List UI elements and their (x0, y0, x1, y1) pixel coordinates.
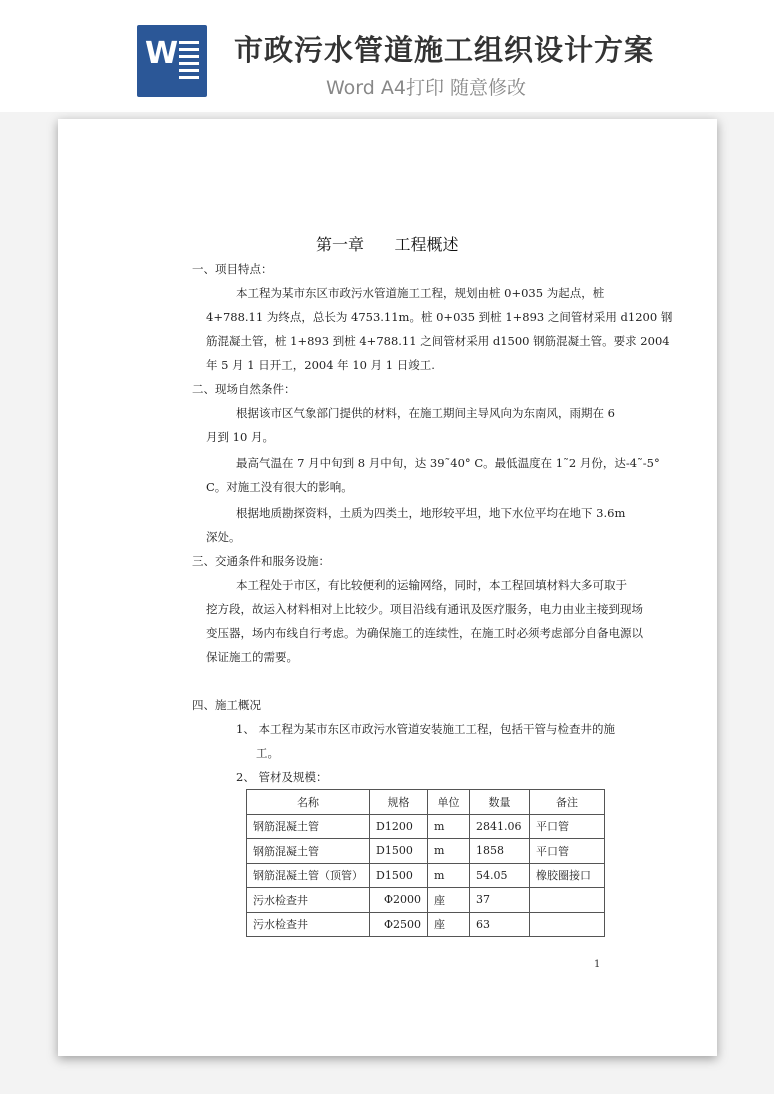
table-cell: 平口管 (530, 814, 605, 839)
table-header-cell: 备注 (530, 790, 605, 815)
table-cell: 1858 (470, 839, 530, 864)
paragraph-line: 保证施工的需要。 (206, 650, 298, 664)
paragraph-line: 最高气温在 7 月中旬到 8 月中旬，达 39˜40° C。最低温度在 1˜2 月份，达-4˜-5° (236, 456, 660, 470)
word-icon (137, 25, 207, 97)
table-cell: 37 (470, 888, 530, 913)
table-header-cell: 规格 (370, 790, 428, 815)
table-row (247, 912, 605, 937)
table-cell: D1200 (370, 814, 428, 839)
table-row (247, 863, 605, 888)
paragraph-line: 本工程为某市东区市政污水管道施工工程，规划由桩 0+035 为起点，桩 (236, 286, 605, 300)
paragraph-line: C。对施工没有很大的影响。 (206, 480, 353, 494)
table-cell: m (428, 814, 470, 839)
table-cell: 座 (428, 888, 470, 913)
table-row (247, 839, 605, 864)
pipe-spec-table (246, 789, 605, 937)
table-header-cell: 单位 (428, 790, 470, 815)
paragraph-line: 变压器，场内布线自行考虑。为确保施工的连续性，在施工时必须考虑部分自备电源以 (206, 626, 643, 640)
paragraph-line: 本工程处于市区，有比较便利的运输网络，同时，本工程回填材料大多可取于 (236, 578, 627, 592)
paragraph-line: 月到 10 月。 (206, 430, 274, 444)
table-header-row (247, 790, 605, 815)
table-cell: 2841.06 (470, 814, 530, 839)
table-header-cell: 名称 (247, 790, 370, 815)
document-page (58, 119, 717, 1056)
table-cell: 54.05 (470, 863, 530, 888)
table-cell: 63 (470, 912, 530, 937)
table-cell: m (428, 863, 470, 888)
table-cell: Φ2500 (370, 912, 428, 937)
paragraph-line: 根据地质勘探资料，土质为四类土，地形较平坦，地下水位平均在地下 3.6m (236, 506, 626, 520)
table-cell: D1500 (370, 839, 428, 864)
table-cell (530, 912, 605, 937)
table-cell: 平口管 (530, 839, 605, 864)
chapter-title: 第一章 工程概述 (316, 235, 459, 254)
paragraph-line: 4+788.11 为终点，总长为 4753.11m。桩 0+035 到桩 1+893 之间管材采用 d1200 钢 (206, 310, 673, 324)
table-cell: 污水检查井 (247, 888, 370, 913)
list-item: 1、 本工程为某市东区市政污水管道安装施工工程，包括干管与检查井的施 (236, 722, 615, 736)
document-content (58, 119, 717, 1056)
table-cell: 座 (428, 912, 470, 937)
list-item-continuation: 工。 (256, 746, 279, 760)
table-cell (530, 888, 605, 913)
paragraph-line: 挖方段，故运入材料相对上比较少。项目沿线有通讯及医疗服务，电力由业主接到现场 (206, 602, 643, 616)
table-cell: 污水检查井 (247, 912, 370, 937)
section-heading: 三、交通条件和服务设施： (192, 554, 330, 568)
table-row (247, 814, 605, 839)
paragraph-line: 年 5 月 1 日开工，2004 年 10 月 1 日竣工. (206, 358, 435, 372)
table-cell: D1500 (370, 863, 428, 888)
table-cell: 钢筋混凝土管 (247, 814, 370, 839)
section-heading: 二、现场自然条件： (192, 382, 296, 396)
table-cell: Φ2000 (370, 888, 428, 913)
table-cell: 钢筋混凝土管（顶管） (247, 863, 370, 888)
word-logo-letter: W (145, 36, 179, 71)
list-item: 2、 管材及规模： (236, 770, 328, 784)
table-row (247, 888, 605, 913)
section-heading: 一、项目特点： (192, 262, 273, 276)
table-cell: 橡胶圈接口 (530, 863, 605, 888)
banner (0, 0, 774, 112)
banner-title: 市政污水管道施工组织设计方案 (234, 33, 655, 67)
section-heading: 四、施工概况 (192, 698, 261, 712)
table-cell: m (428, 839, 470, 864)
page-number: 1 (594, 959, 601, 970)
table-header-cell: 数量 (470, 790, 530, 815)
table-cell: 钢筋混凝土管 (247, 839, 370, 864)
paragraph-line: 筋混凝土管，桩 1+893 到桩 4+788.11 之间管材采用 d1500 钢筋混凝土管。要求 2004 (206, 334, 670, 348)
paragraph-line: 根据该市区气象部门提供的材料，在施工期间主导风向为东南风，雨期在 6 (236, 406, 615, 420)
word-logo-lines (179, 41, 199, 83)
paragraph-line: 深处。 (206, 530, 241, 544)
banner-subtitle: Word A4打印 随意修改 (326, 77, 527, 99)
